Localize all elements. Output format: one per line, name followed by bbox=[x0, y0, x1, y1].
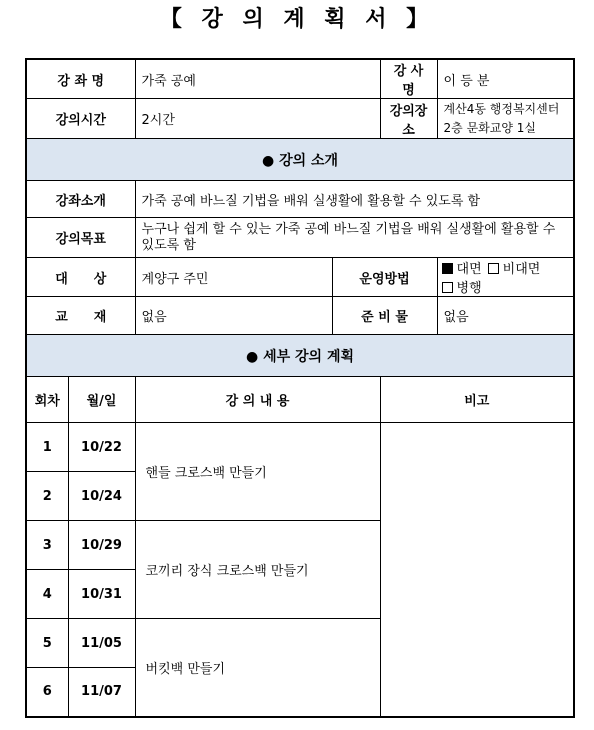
bullet-icon: ● bbox=[261, 152, 275, 169]
content-header: 강 의 내 용 bbox=[135, 377, 380, 423]
session-number: 3 bbox=[26, 521, 68, 570]
time-row bbox=[26, 99, 574, 139]
checkbox-empty-icon bbox=[442, 282, 453, 293]
method-option-hybrid[interactable]: 병행 bbox=[442, 281, 482, 296]
place-line-1: 계산4동 행정복지센터 bbox=[443, 101, 560, 116]
target-value: 계양구 주민 bbox=[135, 258, 332, 297]
session-number: 6 bbox=[26, 668, 68, 717]
bullet-icon: ● bbox=[246, 348, 259, 365]
session-date: 11/07 bbox=[68, 668, 135, 717]
goal-row bbox=[26, 218, 574, 258]
session-date: 11/05 bbox=[68, 619, 135, 668]
course-value: 가죽 공예 bbox=[135, 59, 380, 99]
method-options bbox=[437, 258, 574, 297]
session-date: 10/31 bbox=[68, 570, 135, 619]
checkbox-empty-icon bbox=[488, 263, 499, 274]
note-header: 비고 bbox=[380, 377, 574, 423]
prep-value: 없음 bbox=[437, 297, 574, 335]
date-header: 월/일 bbox=[68, 377, 135, 423]
table-row bbox=[26, 423, 574, 472]
session-number: 1 bbox=[26, 423, 68, 472]
session-number: 5 bbox=[26, 619, 68, 668]
method-label: 운영방법 bbox=[332, 258, 437, 297]
session-number: 4 bbox=[26, 570, 68, 619]
method-option-face-to-face[interactable]: 대면 bbox=[442, 262, 482, 277]
time-label: 강의시간 bbox=[26, 99, 135, 139]
goal-value: 누구나 쉽게 할 수 있는 가죽 공예 바느질 기법을 배워 실생활에 활용할 수 있도록 함 bbox=[135, 218, 574, 258]
course-label: 강 좌 명 bbox=[26, 59, 135, 99]
checkbox-checked-icon bbox=[442, 263, 453, 274]
session-content: 코끼리 장식 크로스백 만들기 bbox=[135, 521, 380, 619]
summary-row bbox=[26, 181, 574, 218]
note-cell bbox=[380, 423, 574, 717]
session-date: 10/24 bbox=[68, 472, 135, 521]
session-header: 회차 bbox=[26, 377, 68, 423]
session-number: 2 bbox=[26, 472, 68, 521]
course-row bbox=[26, 59, 574, 99]
instructor-value: 이 등 분 bbox=[437, 59, 574, 99]
intro-section-header bbox=[26, 139, 574, 181]
session-date: 10/29 bbox=[68, 521, 135, 570]
plan-header-row bbox=[26, 377, 574, 423]
document-title: 【 강 의 계 획 서 】 bbox=[159, 7, 435, 32]
summary-value: 가죽 공예 바느질 기법을 배워 실생활에 활용할 수 있도록 함 bbox=[135, 181, 574, 218]
time-value: 2시간 bbox=[135, 99, 380, 139]
target-row bbox=[26, 258, 574, 297]
plan-section-title: 세부 강의 계획 bbox=[263, 348, 355, 365]
plan-section-row bbox=[26, 335, 574, 377]
session-content: 핸들 크로스백 만들기 bbox=[135, 423, 380, 521]
place-label: 강의장소 bbox=[380, 99, 437, 139]
intro-section-title: 강의 소개 bbox=[279, 152, 339, 169]
plan-section-header bbox=[26, 335, 574, 377]
place-value bbox=[437, 99, 574, 139]
summary-label: 강좌소개 bbox=[26, 181, 135, 218]
session-date: 10/22 bbox=[68, 423, 135, 472]
lecture-plan-table bbox=[25, 58, 575, 718]
goal-label: 강의목표 bbox=[26, 218, 135, 258]
material-row bbox=[26, 297, 574, 335]
instructor-label: 강 사 명 bbox=[380, 59, 437, 99]
method-option-online[interactable]: 비대면 bbox=[488, 262, 541, 277]
place-line-2: 2층 문화교양 1실 bbox=[443, 120, 536, 135]
intro-section-row bbox=[26, 139, 574, 181]
prep-label: 준 비 물 bbox=[332, 297, 437, 335]
material-label: 교 재 bbox=[26, 297, 135, 335]
material-value: 없음 bbox=[135, 297, 332, 335]
target-label: 대 상 bbox=[26, 258, 135, 297]
session-content: 버킷백 만들기 bbox=[135, 619, 380, 717]
